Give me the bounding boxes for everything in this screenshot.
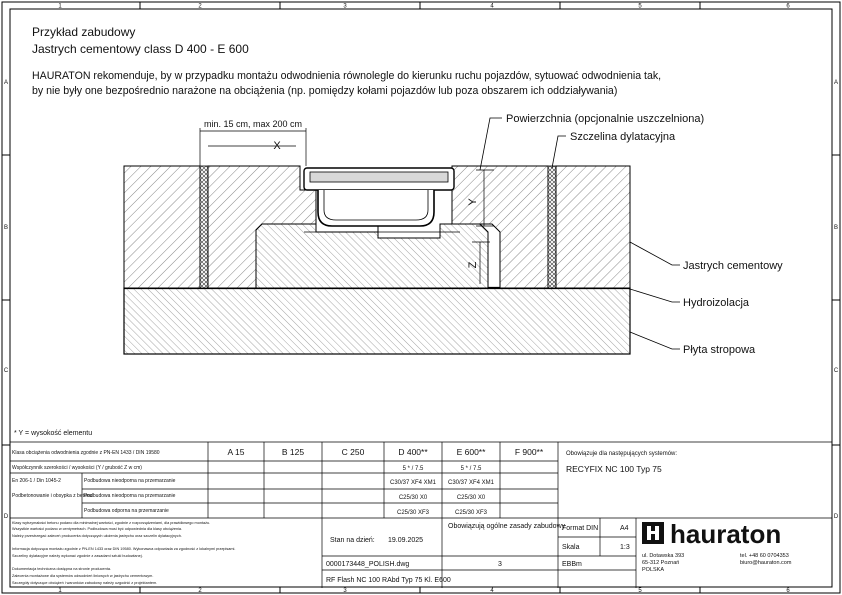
row-en-label: En 206-1 / Din 1045-2 — [12, 478, 61, 484]
class-d400: D 400** — [398, 447, 428, 457]
dimension-x-label: X — [273, 140, 281, 152]
contact-phone: tel. +48 60 0704353 — [740, 553, 789, 559]
row-sub-2: Podbudowa nieodporna na przemarzanie — [84, 493, 176, 499]
row-label-d-right: D — [833, 514, 839, 520]
callout-ceiling-slab: Płyta stropowa — [683, 344, 756, 356]
row-sub-1: Podbudowa nieodporna na przemarzanie — [84, 478, 176, 484]
row-label-d: D — [3, 514, 9, 520]
callout-cement-screed: Jastrych cementowy — [683, 260, 783, 272]
callout-expansion-joint: Szczelina dylatacyjna — [570, 131, 676, 143]
status-date: 19.09.2025 — [388, 537, 424, 544]
scale-value: 1:3 — [620, 544, 630, 551]
address-line-2: 65-312 Poznań — [642, 560, 680, 566]
dimension-y-label: Y — [467, 198, 479, 206]
systems-value: RECYFIX NC 100 Typ 75 — [566, 464, 662, 474]
recommendation-line-1: HAURATON rekomenduje, by w przypadku montażu odwodnienia równolegle do kierunku ruchu pojazdów, sytuować odwodnienia tak, — [32, 70, 662, 82]
expansion-joint-left — [200, 166, 208, 288]
row-concrete-label: Podbetonowanie i obsypka z betonu — [12, 493, 93, 499]
ratio-e: 5 * / 7.5 — [460, 466, 482, 472]
recommendation-line-2: by nie były one bezpośrednio narażone na obciążenia (np. pomiędzy kołami pojazdów lub poza obszarem ich oddziaływania) — [32, 85, 618, 97]
row-ratio-label: Współczynnik szerokości / wysokości (Y / grubość Z w cm) — [12, 465, 142, 471]
note-2: Wszystkie wartości podano w centymetrach. Podbudowa musi być odpowiednia dla klasy obciążenia. — [12, 527, 183, 531]
col-label-5: 5 — [638, 3, 642, 10]
col-label-3: 3 — [343, 3, 347, 10]
dimension-range-label: min. 15 cm, max 200 cm — [203, 119, 303, 129]
callout-surface: Powierzchnia (opcjonalnie uszczelniona) — [506, 113, 705, 125]
spec-e-3: C25/30 XF3 — [454, 510, 488, 516]
page-subtitle: Jastrych cementowy class D 400 - E 600 — [32, 42, 249, 56]
row-class-label: Klasa obciążenia odwodnienia zgodnie z PN-EN 1433 / DIN 19580 — [12, 450, 160, 456]
footnote-height: * Y = wysokość elementu — [14, 430, 93, 437]
note-5: Szczeliny dylatacyjne należy wykonać zgodnie z zasadami sztuki budowlanej. — [12, 554, 143, 558]
note-7: Zalecenia montażowe dla systemów odwodnień liniowych w jastrychu cementowym. — [12, 574, 154, 578]
col-label-4b: 4 — [490, 588, 494, 594]
screed-left-outer — [124, 166, 200, 288]
status-label: Stan na dzień: — [330, 537, 375, 544]
expansion-joint-right — [548, 166, 556, 288]
general-rules-label: Obowiązują ogólne zasady zabudowy — [448, 523, 566, 530]
row-label-a-right: A — [833, 80, 839, 86]
ceiling-slab — [124, 288, 630, 354]
drawing-title: RF Flash NC 100 RAbd Typ 75 Kl. E600 — [326, 577, 451, 584]
spec-e-1: C30/37 XF4 XM1 — [447, 480, 495, 486]
systems-label: Obowiązuje dla następujących systemów: — [566, 451, 678, 457]
row-label-c-right: C — [833, 368, 839, 374]
spec-e-2: C25/30 X0 — [456, 495, 486, 501]
grating — [310, 172, 448, 182]
class-e600: E 600** — [456, 447, 486, 457]
document-number: 0000173448_POLISH.dwg — [326, 561, 410, 568]
address-line-1: ul. Dotawska 393 — [642, 553, 685, 559]
note-3: Należy przestrzegać zaleceń producenta dotyczących ułożenia jastrychu oraz szczelin dylatacyjnych. — [12, 534, 182, 538]
spec-d-2: C25/30 X0 — [398, 495, 428, 501]
col-label-1b: 1 — [58, 588, 62, 594]
class-a15: A 15 — [227, 447, 245, 457]
col-label-5b: 5 — [638, 588, 642, 594]
cross-section — [124, 113, 783, 356]
callout-waterproofing: Hydroizolacja — [683, 297, 750, 309]
class-b125: B 125 — [281, 447, 305, 457]
col-label-2: 2 — [198, 3, 202, 10]
logo-text: hauraton — [670, 519, 782, 549]
col-label-6: 6 — [786, 3, 790, 10]
row-label-a: A — [3, 80, 9, 86]
row-label-c: C — [3, 368, 9, 374]
address-line-3: POLSKA — [642, 567, 665, 573]
spec-d-3: C25/30 XF3 — [396, 510, 430, 516]
col-label-6b: 6 — [786, 588, 790, 594]
company-address — [642, 553, 792, 573]
row-sub-3: Podbudowa odporna na przemarzanie — [84, 508, 169, 514]
dimension-z-label: Z — [467, 261, 479, 269]
scale-label: Skala — [562, 544, 580, 551]
col-label-2b: 2 — [198, 588, 202, 594]
row-label-b-right: B — [833, 225, 839, 231]
col-label-3b: 3 — [343, 588, 347, 594]
note-6: Dokumentacja techniczna dostępna na stronie producenta. — [12, 567, 111, 571]
contact-email: biuro@hauraton.com — [740, 560, 792, 566]
page-title: Przykład zabudowy — [32, 25, 136, 39]
hauraton-logo — [642, 519, 781, 549]
drainage-channel — [304, 168, 460, 238]
load-class-headers — [227, 447, 543, 457]
author-initials: EBBm — [562, 561, 582, 568]
concrete-bedding — [256, 224, 488, 288]
screed-right-outer — [556, 166, 630, 288]
class-f900: F 900** — [514, 447, 544, 457]
note-8: Szczegóły dotyczące obciążeń i warunków zabudowy należy uzgodnić z projektantem. — [12, 581, 158, 585]
note-1: Klasy wytrzymałości betonu podano dla minimalnej wartości, zgodnie z rozporządzeniami, dla prawidłowego montażu. — [12, 521, 211, 525]
class-c250: C 250 — [341, 447, 365, 457]
col-label-1: 1 — [58, 3, 62, 10]
spec-table-labels — [12, 450, 176, 514]
revision-number: 3 — [498, 561, 502, 568]
spec-d-1: C30/37 XF4 XM1 — [389, 480, 437, 486]
format-label: Format DIN — [562, 525, 599, 532]
row-label-b: B — [3, 225, 9, 231]
fine-print-notes — [12, 521, 235, 585]
note-4: Informacja dotycząca montażu zgodnie z PN-EN 1433 oraz DIN 19580. Wykonawca odpowiada za zgodność z lokalnymi przepisami. — [12, 547, 236, 551]
format-value: A4 — [620, 525, 629, 532]
ratio-d: 5 * / 7.5 — [402, 466, 424, 472]
col-label-4: 4 — [490, 3, 494, 10]
